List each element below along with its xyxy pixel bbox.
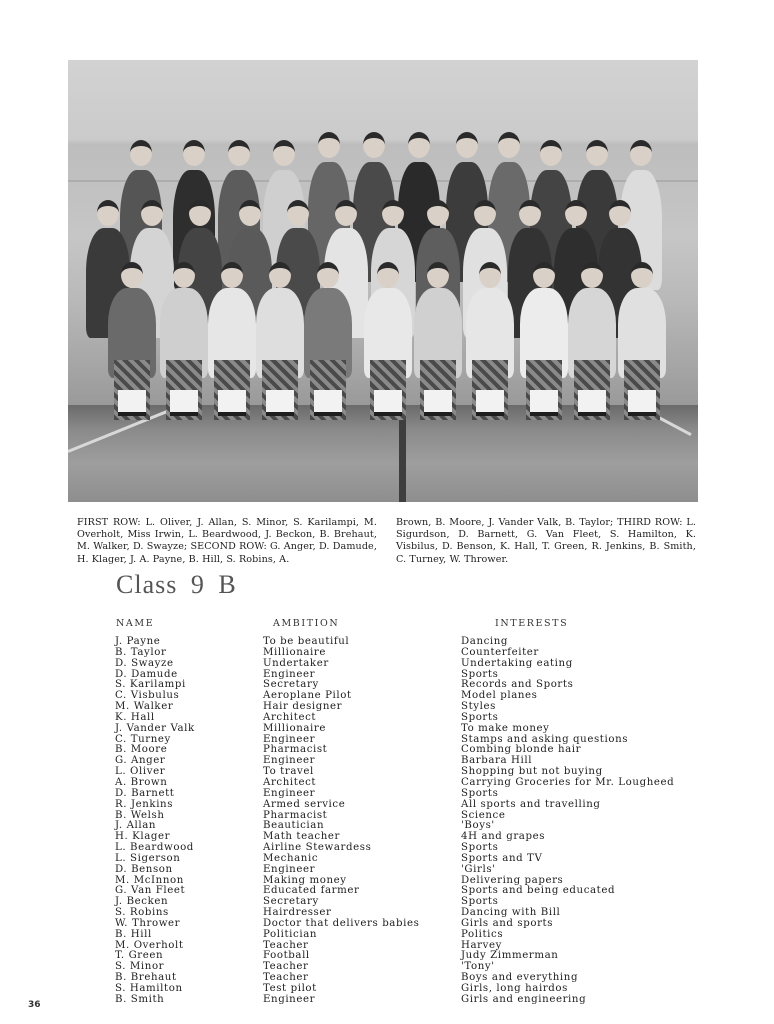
student-head <box>456 132 478 158</box>
student-head <box>239 200 261 226</box>
photo-caption-right: Brown, B. Moore, J. Vander Valk, B. Taylor; THIRD ROW: L. Sigurdson, D. Barnett, G. Van Fleet, S. Hamilton, K. Visbilus, D. Benson, K. Hall, T. Green, R. Jenkins, B. Smith, C. Turney, W. Thrower. <box>396 517 696 565</box>
table-cell-interests: 'Girls' <box>461 863 496 875</box>
table-cell-ambition: Hairdresser <box>263 907 332 919</box>
table-cell-ambition: Millionaire <box>263 722 326 734</box>
table-cell-name: J. Payne <box>115 636 161 647</box>
table-cell-interests: Girls, long hairdos <box>461 983 568 994</box>
table-cell-ambition: Pharmacist <box>263 809 328 821</box>
table-cell-ambition: Football <box>263 950 310 962</box>
table-cell-interests: Judy Zimmerman <box>461 950 559 962</box>
table-cell-ambition: Mechanic <box>263 852 319 864</box>
student-head <box>141 200 163 226</box>
table-cell-name: D. Swayze <box>115 657 174 669</box>
student-socks <box>218 390 246 416</box>
table-cell-interests: Stamps and asking questions <box>461 733 629 745</box>
student-head <box>630 140 652 166</box>
student-socks <box>476 390 504 416</box>
student-socks <box>266 390 294 416</box>
table-cell-interests: All sports and travelling <box>461 798 601 810</box>
table-cell-ambition: To be beautiful <box>263 636 350 647</box>
student-head <box>318 132 340 158</box>
student-head <box>427 262 449 288</box>
student-head <box>382 200 404 226</box>
student-head <box>474 200 496 226</box>
table-cell-ambition: Armed service <box>263 798 346 810</box>
student-head <box>427 200 449 226</box>
table-cell-name: J. Vander Valk <box>115 722 195 734</box>
table-cell-interests: Sports and TV <box>461 852 543 864</box>
table-cell-ambition: Engineer <box>263 668 316 680</box>
table-cell-interests: 4H and grapes <box>461 831 546 843</box>
table-cell-interests: Styles <box>461 701 496 713</box>
table-cell-interests: Model planes <box>461 690 538 702</box>
table-cell-ambition: Undertaker <box>263 657 329 669</box>
student-head <box>377 262 399 288</box>
student-socks <box>170 390 198 416</box>
student-head <box>519 200 541 226</box>
table-cell-interests: Sports <box>461 842 499 854</box>
table-cell-name: B. Brehaut <box>115 972 177 984</box>
table-cell-ambition: Engineer <box>263 755 316 767</box>
table-cell-interests: Politics <box>461 928 504 940</box>
table-cell-ambition: Architect <box>263 776 317 788</box>
student-head <box>228 140 250 166</box>
page-title: Class 9 B <box>116 570 237 599</box>
table-cell-interests: Girls and sports <box>461 917 554 929</box>
table-cell-name: C. Turney <box>115 733 171 745</box>
table-cell-name: S. Minor <box>115 961 165 973</box>
table-cell-ambition: Making money <box>263 874 347 886</box>
table-cell-ambition: Hair designer <box>263 701 343 713</box>
student-socks <box>374 390 402 416</box>
ambition-column <box>263 637 419 1006</box>
table-cell-ambition: Teacher <box>263 972 309 984</box>
table-cell-ambition: Secretary <box>263 896 319 908</box>
table-cell-interests: Dancing with Bill <box>461 907 561 919</box>
table-cell-name: A. Brown <box>115 776 168 788</box>
table-cell-ambition: Engineer <box>263 787 316 799</box>
column-header-ambition: AMBITION <box>273 618 340 629</box>
student-head <box>363 132 385 158</box>
student-head <box>173 262 195 288</box>
table-cell-name: G. Van Fleet <box>115 885 186 897</box>
table-cell-ambition: Secretary <box>263 679 319 691</box>
student-head <box>540 140 562 166</box>
table-cell-name: G. Anger <box>115 755 166 767</box>
table-cell-name: H. Klager <box>115 831 171 843</box>
table-cell-ambition: Educated farmer <box>263 885 360 897</box>
table-cell-name: S. Karilampi <box>115 679 186 691</box>
table-cell-ambition: Architect <box>263 711 317 723</box>
table-cell-name: B. Welsh <box>115 809 165 821</box>
student-head <box>565 200 587 226</box>
student-socks <box>578 390 606 416</box>
table-cell-ambition: Engineer <box>263 733 316 745</box>
student-head <box>335 200 357 226</box>
student-head <box>479 262 501 288</box>
table-cell-name: B. Taylor <box>115 646 167 658</box>
table-cell-name: M. Walker <box>115 701 174 713</box>
student-socks <box>628 390 656 416</box>
student-head <box>189 200 211 226</box>
table-cell-interests: Combing blonde hair <box>461 744 582 756</box>
table-cell-name: M. Overholt <box>115 939 184 951</box>
student-head <box>408 132 430 158</box>
table-cell-name: B. Smith <box>115 993 165 1005</box>
table-cell-name: D. Barnett <box>115 787 175 799</box>
table-cell-ambition: To travel <box>263 766 314 778</box>
student-head <box>121 262 143 288</box>
table-cell-name: S. Hamilton <box>115 983 183 994</box>
student-head <box>287 200 309 226</box>
student-head <box>581 262 603 288</box>
table-cell-name: B. Moore <box>115 744 168 756</box>
table-cell-name: D. Benson <box>115 863 173 875</box>
table-cell-interests: 'Tony' <box>461 961 495 973</box>
student-head <box>269 262 291 288</box>
table-cell-name: B. Hill <box>115 928 152 940</box>
table-cell-name: S. Robins <box>115 907 169 919</box>
table-cell-ambition: Doctor that delivers babies <box>263 917 420 929</box>
student-head <box>97 200 119 226</box>
table-cell-name: D. Damude <box>115 668 178 680</box>
table-cell-name: K. Hall <box>115 711 155 723</box>
table-cell-ambition: Politician <box>263 928 318 940</box>
table-cell-ambition: Engineer <box>263 993 316 1005</box>
table-cell-name: J. Allan <box>115 820 157 832</box>
table-cell-ambition: Teacher <box>263 961 309 973</box>
table-cell-name: C. Visbulus <box>115 690 180 702</box>
student-socks <box>314 390 342 416</box>
table-cell-interests: Carrying Groceries for Mr. Lougheed <box>461 776 675 788</box>
photo-caption-left: FIRST ROW: L. Oliver, J. Allan, S. Minor, S. Karilampi, M. Overholt, Miss Irwin, L. Beardwood, J. Beckon, B. Brehaut, M. Walker, D. Swayze; SECOND ROW: G. Anger, D. Damude, H. Klager, J. A. Payne, B. Hill, S. Robins, A. <box>77 517 377 565</box>
interests-column <box>461 637 674 1006</box>
table-cell-ambition: Pharmacist <box>263 744 328 756</box>
table-cell-interests: Science <box>461 809 506 821</box>
table-cell-interests: Delivering papers <box>461 874 564 886</box>
table-cell-interests: Boys and everything <box>461 972 579 984</box>
table-cell-name: L. Beardwood <box>115 842 194 854</box>
table-cell-interests: Undertaking eating <box>461 657 573 669</box>
table-cell-ambition: Math teacher <box>263 831 340 843</box>
page-number: 36 <box>28 1000 41 1010</box>
table-cell-interests: Girls and engineering <box>461 993 587 1005</box>
student-head <box>221 262 243 288</box>
student-socks <box>424 390 452 416</box>
column-header-name: NAME <box>116 618 155 629</box>
student-socks <box>530 390 558 416</box>
table-cell-name: R. Jenkins <box>115 798 174 810</box>
table-cell-interests: Sports and being educated <box>461 885 616 897</box>
table-cell-interests: Records and Sports <box>461 679 574 691</box>
student-head <box>631 262 653 288</box>
student-head <box>533 262 555 288</box>
table-cell-name: M. McInnon <box>115 874 184 886</box>
table-cell-ambition: Teacher <box>263 939 309 951</box>
table-cell-interests: Shopping but not buying <box>461 766 603 778</box>
table-cell-ambition: Beautician <box>263 820 325 832</box>
table-cell-interests: Counterfeiter <box>461 646 539 658</box>
table-cell-name: W. Thrower <box>115 917 181 929</box>
table-cell-interests: Harvey <box>461 939 502 951</box>
table-cell-interests: 'Boys' <box>461 820 495 832</box>
student-head <box>586 140 608 166</box>
table-cell-name: L. Sigerson <box>115 852 181 864</box>
column-header-interests: INTERESTS <box>495 618 569 629</box>
table-cell-interests: Dancing <box>461 636 509 647</box>
table-cell-ambition: Millionaire <box>263 646 326 658</box>
table-cell-ambition: Aeroplane Pilot <box>263 690 352 702</box>
table-cell-interests: Barbara Hill <box>461 755 533 767</box>
table-cell-name: L. Oliver <box>115 766 166 778</box>
table-cell-interests: Sports <box>461 896 499 908</box>
table-cell-name: T. Green <box>115 950 164 962</box>
student-head <box>609 200 631 226</box>
table-cell-ambition: Engineer <box>263 863 316 875</box>
table-cell-interests: Sports <box>461 787 499 799</box>
student-head <box>130 140 152 166</box>
name-column <box>115 637 195 1006</box>
student-socks <box>118 390 146 416</box>
table-cell-interests: Sports <box>461 711 499 723</box>
table-cell-interests: Sports <box>461 668 499 680</box>
table-cell-ambition: Test pilot <box>263 983 317 994</box>
student-head <box>317 262 339 288</box>
class-group-photo <box>68 60 698 502</box>
table-cell-ambition: Airline Stewardess <box>263 842 372 854</box>
table-cell-name: J. Becken <box>115 896 169 908</box>
table-cell-interests: To make money <box>461 722 550 734</box>
student-head <box>183 140 205 166</box>
student-head <box>498 132 520 158</box>
student-head <box>273 140 295 166</box>
